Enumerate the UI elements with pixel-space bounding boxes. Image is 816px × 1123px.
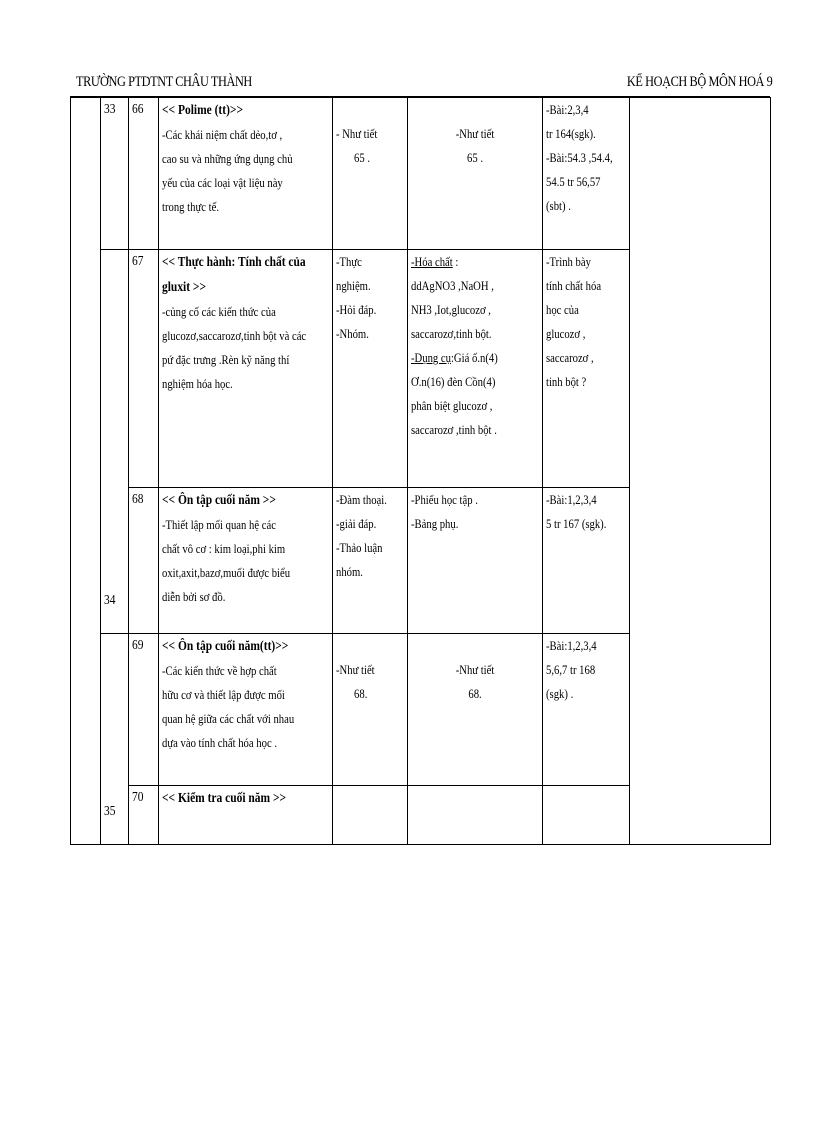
lesson-title: << Kiểm tra cuối năm >> [162, 791, 287, 806]
school-name: TRƯỜNG PTDTNT CHÂU THÀNH [76, 74, 252, 90]
homework-cell [543, 786, 630, 845]
week-cell: 34 [101, 250, 129, 634]
preparation-cell: -Như tiết 68. [408, 634, 543, 786]
lesson-number: 69 [129, 634, 159, 786]
preparation-cell: -Phiếu học tập . -Bảng phụ. [408, 488, 543, 634]
lesson-title: << Ôn tập cuối năm >> [162, 493, 276, 508]
lesson-number: 67 [129, 250, 159, 488]
homework-cell: -Bài:1,2,3,4 5,6,7 tr 168 (sgk) . [543, 634, 630, 786]
table-row [71, 98, 771, 250]
preparation-cell: -Như tiết 65 . [408, 98, 543, 250]
lesson-title: << Polime (tt)>> [162, 103, 243, 118]
lesson-content: << Ôn tập cuối năm >> -Thiết lập mối quan hệ các chất vô cơ : kim loại,phi kim oxit,axit,bazơ,muối được biểu diễn bởi sơ đồ. [159, 488, 333, 634]
lesson-number: 70 [129, 786, 159, 845]
row-spacer-cell [71, 98, 101, 845]
lesson-content: << Ôn tập cuối năm(tt)>> -Các kiến thức về hợp chất hữu cơ và thiết lập được mối quan hệ giữa các chất với nhau dựa vào tính chất hóa học . [159, 634, 333, 786]
method-cell: -Đàm thoại. -giải đáp. -Thảo luận nhóm. [333, 488, 408, 634]
lesson-title: << Ôn tập cuối năm(tt)>> [162, 639, 289, 654]
notes-cell [630, 98, 771, 845]
lesson-content: << Thực hành: Tính chất của gluxit >> -củng cố các kiến thức của glucozơ,saccarozơ,tinh bột và các pứ đặc trưng .Rèn kỹ năng thí nghiệm hóa học. [159, 250, 333, 488]
lesson-content [159, 786, 333, 845]
method-cell: -Thực nghiệm. -Hỏi đáp. -Nhóm. [333, 250, 408, 488]
homework-cell: -Trình bày tính chất hóa học của glucozơ , saccarozơ , tinh bột ? [543, 250, 630, 488]
method-cell [333, 786, 408, 845]
lesson-plan-table [70, 97, 771, 845]
week-cell: 33 [101, 98, 129, 250]
lesson-content: << Polime (tt)>> -Các khái niệm chất dẻo,tơ , cao su và những ứng dụng chủ yếu của các loại vật liệu này trong thực tế. [159, 98, 333, 250]
method-cell: - Như tiết 65 . [333, 98, 408, 250]
method-cell: -Như tiết 68. [333, 634, 408, 786]
lesson-number: 66 [129, 98, 159, 250]
lesson-title: << Thực hành: Tính chất của [162, 255, 306, 270]
week-cell: 35 [101, 634, 129, 845]
preparation-cell: -Hóa chất : ddAgNO3 ,NaOH , NH3 ,Iot,glucozơ , saccarozơ,tinh bột. -Dụng cụ:Giá ố.n(4) Ơ.n(16) đèn Cồn(4) phân biệt glucozơ , saccarozơ ,tinh bột . [408, 250, 543, 488]
homework-cell: -Bài:1,2,3,4 5 tr 167 (sgk). [543, 488, 630, 634]
plan-title: KẾ HOẠCH BỘ MÔN HOÁ 9 [626, 74, 772, 90]
lesson-number: 68 [129, 488, 159, 634]
homework-cell: -Bài:2,3,4 tr 164(sgk). -Bài:54.3 ,54.4, 54.5 tr 56,57 (sbt) . [543, 98, 630, 250]
preparation-cell [408, 786, 543, 845]
